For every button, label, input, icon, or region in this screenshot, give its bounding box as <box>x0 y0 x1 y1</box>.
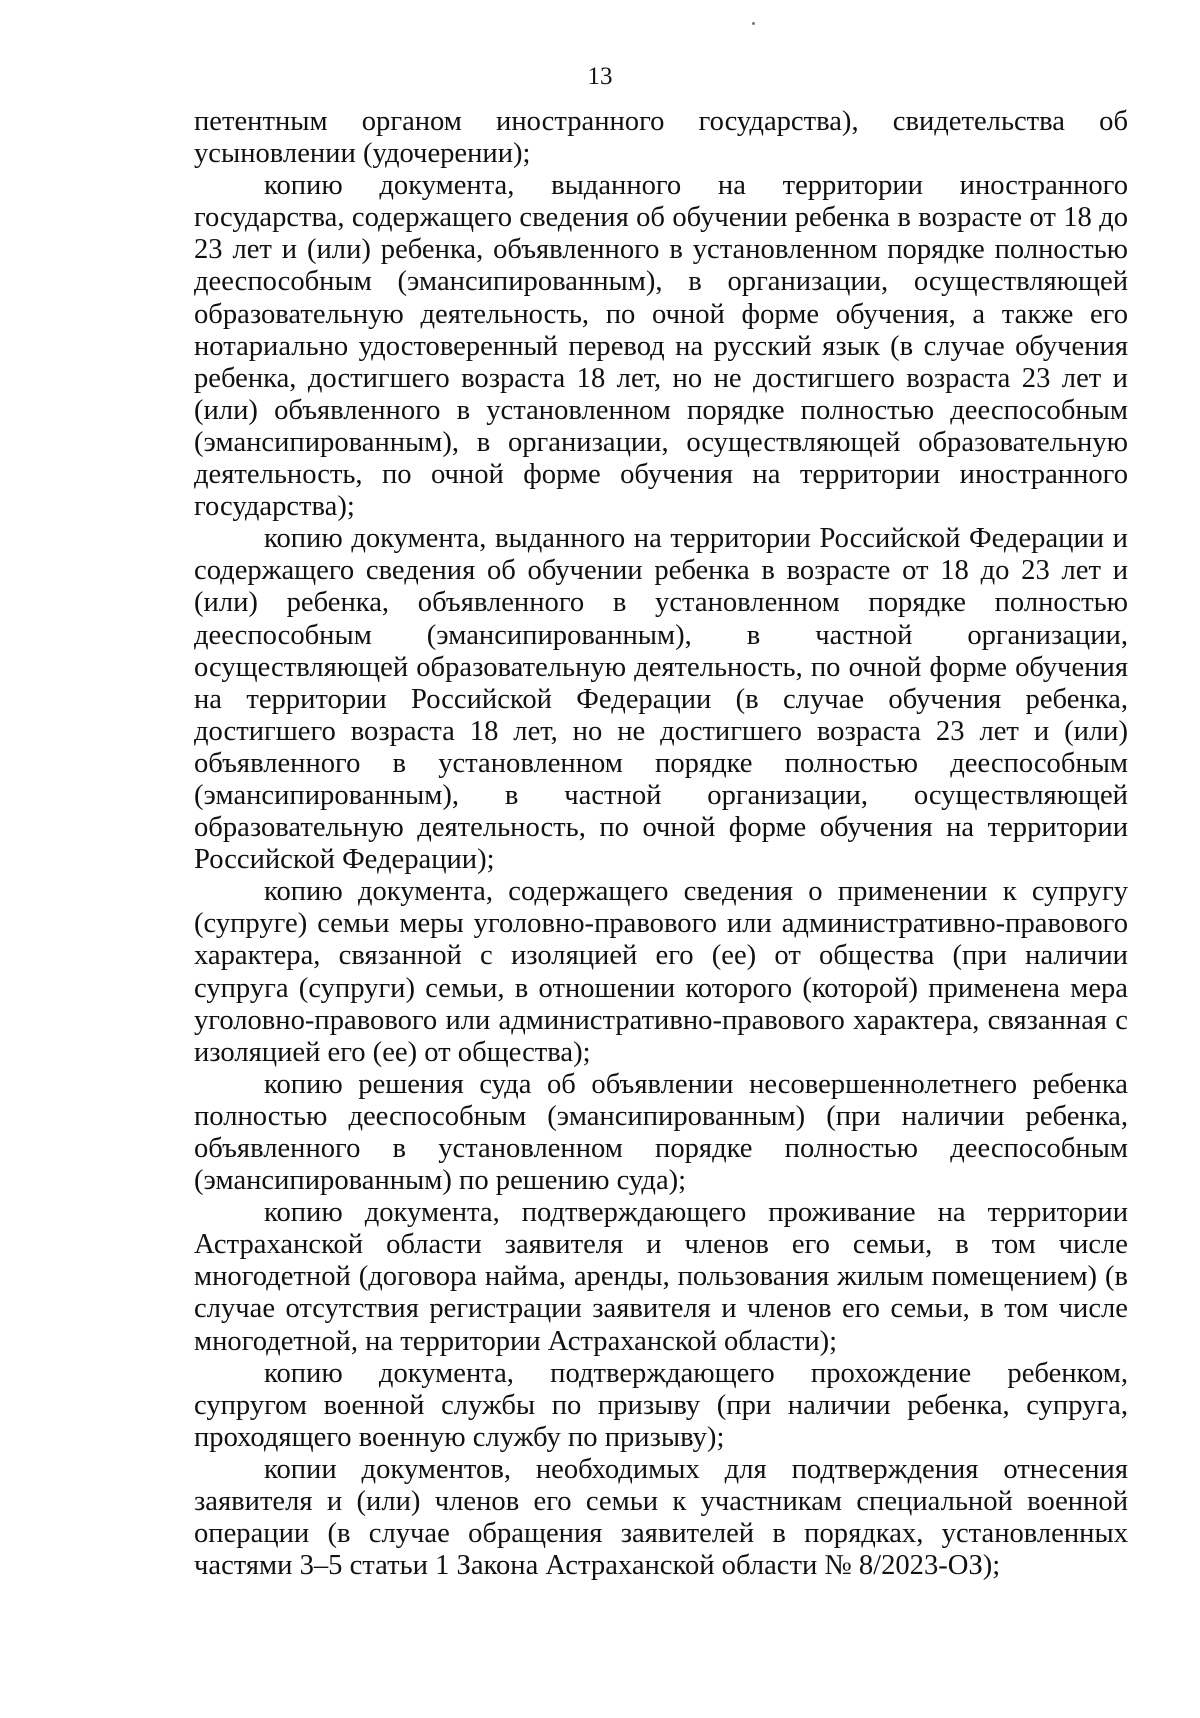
paragraph-russian-private-education-document: копию документа, выданного на территории Российской Федерации и содержащего сведения об обучении ребенка в возрасте от 18 до 23 лет и (или) ребенка, объявленного в установленном порядке полностью дееспособным (эмансипированным), в частной организации, осуществляющей образовательную деятельность, по очной форме обучения на территории Российской Федерации (в случае обучения ребенка, достигшего возраста 18 лет, но не достигшего возраста 23 лет и (или) объявленного в установленном порядке полностью дееспособным (эмансипированным), в частной организации, осуществляющей образовательную деятельность, по очной форме обучения на территории Российской Федерации); <box>194 523 1128 876</box>
paragraph-spouse-isolation-measure: копию документа, содержащего сведения о применении к супругу (супруге) семьи меры уголовно-правового или административно-правового характера, связанной с изоляцией его (ее) от общества (при наличии супруга (супруги) семьи, в отношении которого (которой) применена мера уголовно-правового или административно-правового характера, связанная с изоляцией его (ее) от общества); <box>194 876 1128 1068</box>
paragraph-court-emancipation-decision: копию решения суда об объявлении несовершеннолетнего ребенка полностью дееспособным (эмансипированным) (при наличии ребенка, объявленного в установленном порядке полностью дееспособным (эмансипированным) по решению суда); <box>194 1068 1128 1197</box>
document-body <box>194 106 1128 1582</box>
paragraph-military-conscription-service: копию документа, подтверждающего прохождение ребенком, супругом военной службы по призыву (при наличии ребенка, супруга, проходящего военную службу по призыву); <box>194 1357 1128 1453</box>
paragraph-foreign-education-document: копию документа, выданного на территории иностранного государства, содержащего сведения об обучении ребенка в возрасте от 18 до 23 лет и (или) ребенка, объявленного в установленном порядке полностью дееспособным (эмансипированным), в организации, осуществляющей образовательную деятельность, по очной форме обучения, а также его нотариально удостоверенный перевод на русский язык (в случае обучения ребенка, достигшего возраста 18 лет, но не достигшего возраста 23 лет и (или) объявленного в установленном порядке полностью дееспособным (эмансипированным), в организации, осуществляющей образовательную деятельность, по очной форме обучения на территории иностранного государства); <box>194 170 1128 523</box>
page-number: 13 <box>587 63 613 90</box>
paragraph-special-military-operation-documents: копии документов, необходимых для подтверждения отнесения заявителя и (или) членов его семьи к участникам специальной военной операции (в случае обращения заявителей в порядках, установленных частями 3–5 статьи 1 Закона Астраханской области № 8/2023-ОЗ); <box>194 1453 1128 1582</box>
paragraph-continuation: петентным органом иностранного государства), свидетельства об усыновлении (удочерении); <box>194 106 1128 170</box>
scan-dot-mark <box>752 22 755 25</box>
paragraph-residence-confirmation: копию документа, подтверждающего проживание на территории Астраханской области заявителя и членов его семьи, в том числе многодетной (договора найма, аренды, пользования жилым помещением) (в случае отсутствия регистрации заявителя и членов его семьи, в том числе многодетной, на территории Астраханской области); <box>194 1197 1128 1357</box>
